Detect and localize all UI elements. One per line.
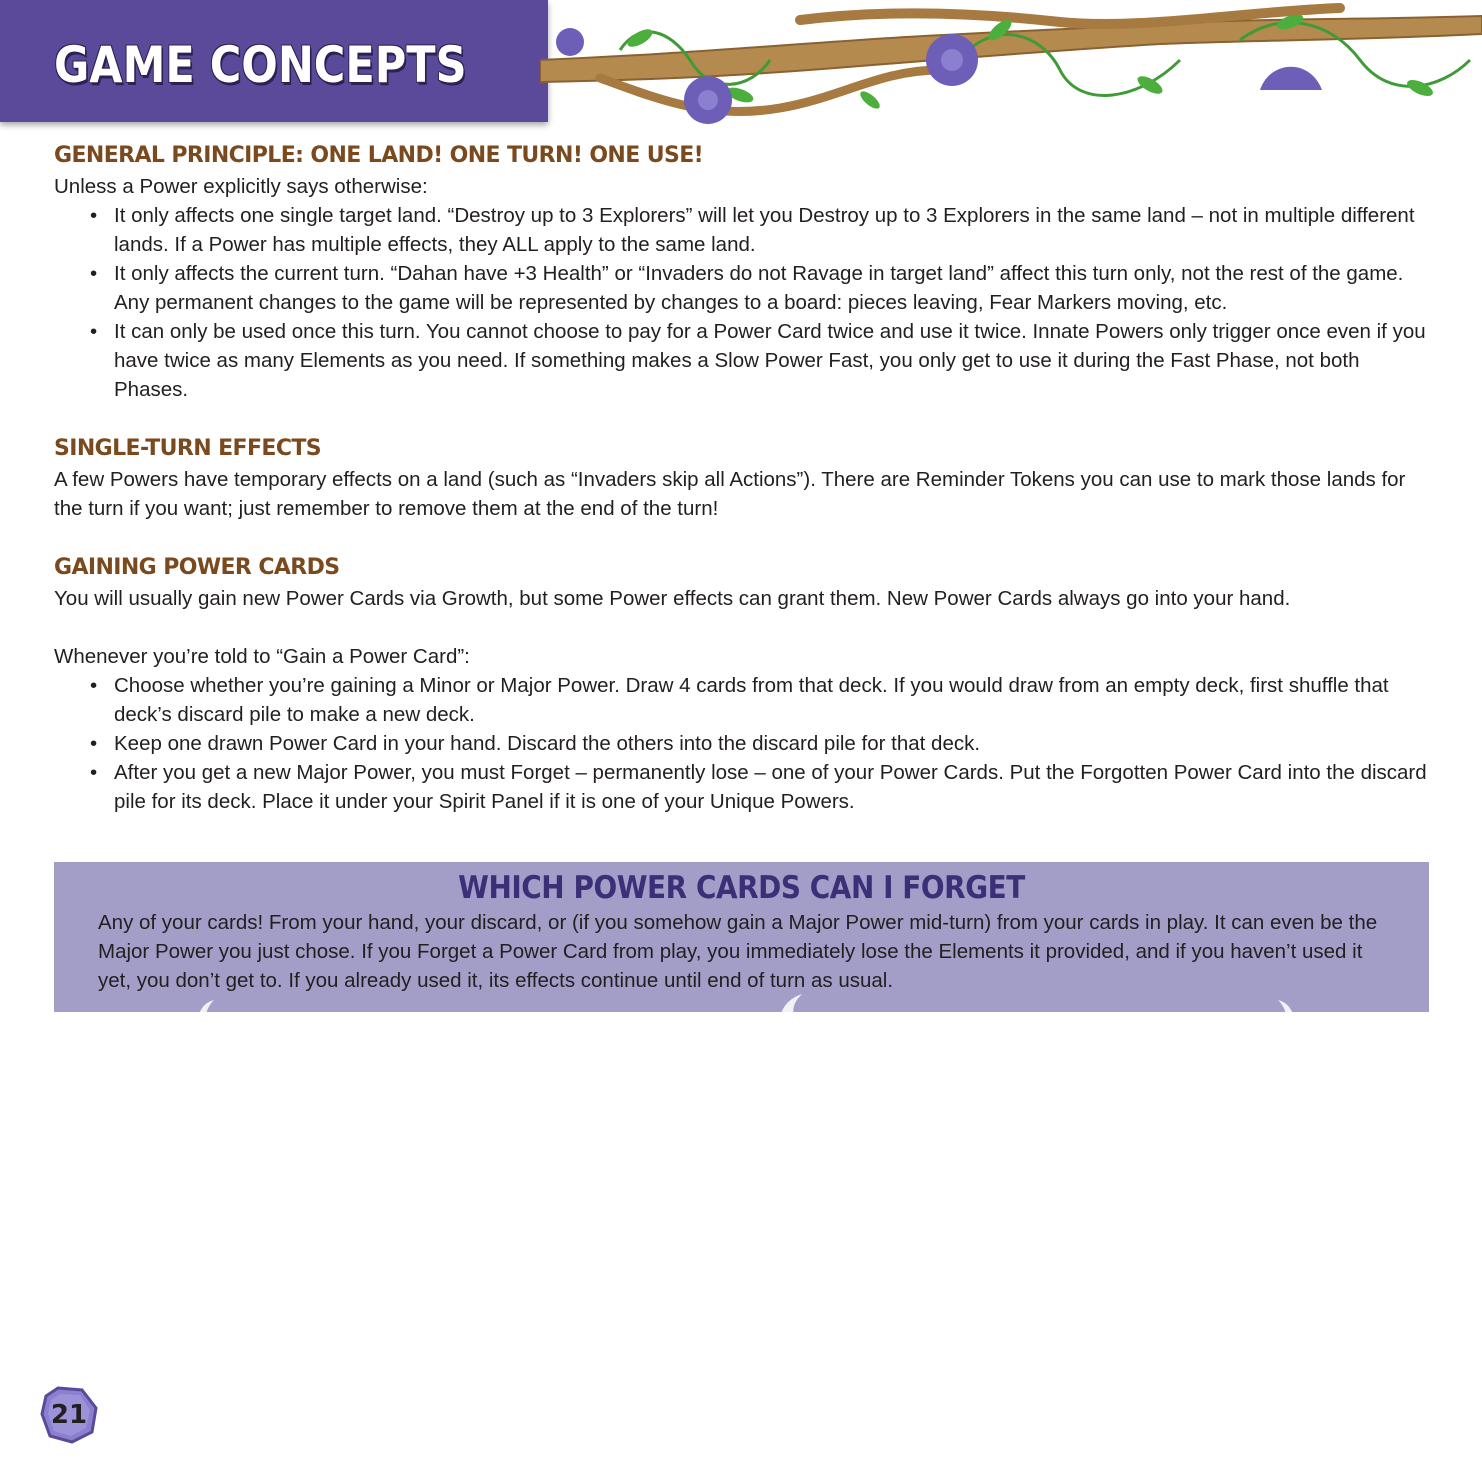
gaining-body: You will usually gain new Power Cards via Growth, but some Power effects can grant them. New Power Cards always go into your hand. [54, 587, 1291, 610]
list-item: • It can only be used once this turn. You cannot choose to pay for a Power Card twice and use it twice. Innate Powers only trigger once even if you have twice as many Elements as you need. If something makes a Slow Power Fast, you only get to use it during the Fast Phase, not both Phases. [114, 317, 1434, 404]
single-turn-body: A few Powers have temporary effects on a land (such as “Invaders skip all Actions”). There are Reminder Tokens you can use to mark those lands for the turn if you want; just remember to remove them at the end of the turn! [54, 468, 1406, 520]
section-heading-general-principle: GENERAL PRINCIPLE: ONE LAND! ONE TURN! ONE USE! [54, 143, 704, 168]
vine-decoration [540, 0, 1482, 140]
section-heading-single-turn: SINGLE-TURN EFFECTS [54, 436, 322, 461]
bullet-icon: • [90, 320, 98, 343]
gaining-intro: Whenever you’re told to “Gain a Power Card”: [54, 645, 470, 668]
list-item: • It only affects one single target land. “Destroy up to 3 Explorers” will let you Destroy up to 3 Explorers in the same land – not in multiple different lands. If a Power has multiple effects, they ALL apply to the same land. [114, 201, 1434, 259]
sidebar-title: WHICH POWER CARDS CAN I FORGET [458, 870, 1025, 906]
list-item: • It only affects the current turn. “Dahan have +3 Health” or “Invaders do not Ravage in target land” affect this turn only, not the rest of the game. Any permanent changes to the game will be represented by changes to a board: pieces leaving, Fear Markers moving, etc. [114, 259, 1434, 317]
list-item: • Choose whether you’re gaining a Minor or Major Power. Draw 4 cards from that deck. If you would draw from an empty deck, first shuffle that deck’s discard pile to make a new deck. [114, 671, 1434, 729]
section-heading-gaining-power-cards: GAINING POWER CARDS [54, 555, 340, 580]
sidebar-box [54, 862, 1429, 1012]
header-banner [0, 0, 548, 122]
bullet-icon: • [90, 761, 98, 784]
bullet-icon: • [90, 204, 98, 227]
general-bullet-list [54, 201, 1434, 404]
page-number: 21 [50, 1400, 88, 1430]
general-intro: Unless a Power explicitly says otherwise: [54, 175, 428, 198]
bullet-icon: • [90, 732, 98, 755]
sidebar-body: Any of your cards! From your hand, your discard, or (if you somehow gain a Major Power mid-turn) from your cards in play. It can even be the Major Power you just chose. If you Forget a Power Card from play, you immediately lose the Elements it provided, and if you haven’t used it yet, you don’t get to. If you already used it, its effects continue until end of turn as usual. [98, 911, 1378, 992]
gaining-bullet-list [54, 671, 1434, 816]
page-title: GAME CONCEPTS [54, 36, 467, 94]
main-content [54, 140, 1434, 816]
spirit-flourish-icon [1274, 998, 1298, 1012]
spirit-flourish-icon [774, 994, 808, 1012]
bullet-icon: • [90, 262, 98, 285]
bullet-icon: • [90, 674, 98, 697]
list-item: • After you get a new Major Power, you must Forget – permanently lose – one of your Power Cards. Put the Forgotten Power Card into the discard pile for its deck. Place it under your Spirit Panel if it is one of your Unique Powers. [114, 758, 1434, 816]
list-item: • Keep one drawn Power Card in your hand. Discard the others into the discard pile for that deck. [114, 729, 1434, 758]
spirit-flourish-icon [194, 998, 218, 1012]
